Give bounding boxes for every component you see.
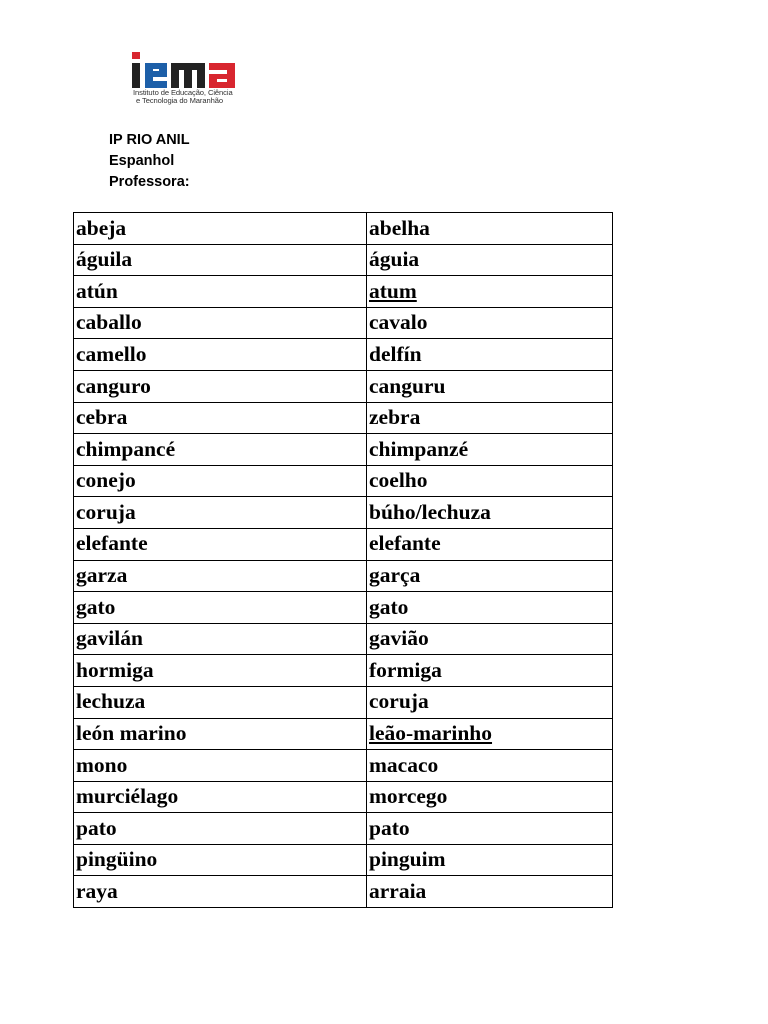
portuguese-word	[367, 213, 613, 245]
portuguese-word	[367, 528, 613, 560]
portuguese-word-text: leão-marinho	[369, 721, 493, 746]
spanish-word: elefante	[74, 528, 367, 560]
portuguese-word	[367, 339, 613, 371]
school-name: IP RIO ANIL	[109, 132, 190, 148]
portuguese-word	[367, 750, 613, 782]
portuguese-word	[367, 813, 613, 845]
table-row	[74, 339, 613, 371]
portuguese-word-text: abelha	[369, 215, 430, 240]
spanish-word: gavilán	[74, 623, 367, 655]
table-row	[74, 750, 613, 782]
portuguese-word-text: águia	[369, 247, 420, 272]
table-row	[74, 465, 613, 497]
subject-name: Espanhol	[109, 153, 175, 169]
portuguese-word	[367, 718, 613, 750]
spanish-word: gato	[74, 592, 367, 624]
spanish-word: garza	[74, 560, 367, 592]
spanish-word: águila	[74, 244, 367, 276]
table-row	[74, 686, 613, 718]
table-row	[74, 276, 613, 308]
portuguese-word	[367, 465, 613, 497]
table-row	[74, 592, 613, 624]
spanish-word: raya	[74, 876, 367, 908]
portuguese-word	[367, 844, 613, 876]
vocabulary-table-body	[74, 213, 613, 908]
portuguese-word-text: morcego	[369, 784, 448, 809]
portuguese-word-text: pato	[369, 815, 410, 840]
table-row	[74, 813, 613, 845]
vocabulary-table	[73, 212, 613, 908]
portuguese-word	[367, 560, 613, 592]
table-row	[74, 307, 613, 339]
logo-subtitle-line1: Instituto de Educação, Ciência	[133, 88, 233, 97]
spanish-word: hormiga	[74, 655, 367, 687]
spanish-word: canguro	[74, 370, 367, 402]
portuguese-word-text: garça	[369, 563, 421, 588]
portuguese-word-text: coelho	[369, 468, 428, 493]
portuguese-word	[367, 434, 613, 466]
table-row	[74, 655, 613, 687]
portuguese-word-text: zebra	[369, 405, 421, 430]
portuguese-word-text: macaco	[369, 752, 439, 777]
spanish-word: conejo	[74, 465, 367, 497]
logo-i-dot	[132, 52, 140, 59]
spanish-word: mono	[74, 750, 367, 782]
spanish-word: caballo	[74, 307, 367, 339]
portuguese-word-text: pinguim	[369, 847, 446, 872]
portuguese-word	[367, 370, 613, 402]
spanish-word: león marino	[74, 718, 367, 750]
spanish-word: chimpancé	[74, 434, 367, 466]
portuguese-word-text: gato	[369, 594, 409, 619]
spanish-word: atún	[74, 276, 367, 308]
table-row	[74, 560, 613, 592]
table-row	[74, 244, 613, 276]
portuguese-word-text: arraia	[369, 879, 427, 904]
table-row	[74, 213, 613, 245]
portuguese-word	[367, 402, 613, 434]
spanish-word: lechuza	[74, 686, 367, 718]
logo-subtitle-line2: e Tecnologia do Maranhão	[136, 95, 223, 105]
portuguese-word	[367, 497, 613, 529]
spanish-word: coruja	[74, 497, 367, 529]
portuguese-word-text: canguru	[369, 373, 446, 398]
portuguese-word	[367, 623, 613, 655]
portuguese-word-text: elefante	[369, 531, 441, 556]
iema-logo-subtitle	[133, 89, 245, 104]
spanish-word: pato	[74, 813, 367, 845]
spanish-word: pingüino	[74, 844, 367, 876]
table-row	[74, 623, 613, 655]
table-row	[74, 497, 613, 529]
table-row	[74, 434, 613, 466]
portuguese-word	[367, 876, 613, 908]
portuguese-word	[367, 592, 613, 624]
logo-m	[171, 63, 205, 88]
table-row	[74, 718, 613, 750]
teacher-label: Professora:	[109, 174, 190, 190]
document-header	[109, 130, 190, 193]
portuguese-word-text: formiga	[369, 657, 442, 682]
spanish-word: cebra	[74, 402, 367, 434]
portuguese-word-text: gavião	[369, 626, 429, 651]
portuguese-word	[367, 307, 613, 339]
iema-logo-mark	[131, 50, 241, 90]
logo-i-stem	[132, 63, 140, 88]
portuguese-word	[367, 686, 613, 718]
table-row	[74, 370, 613, 402]
portuguese-word-text: atum	[369, 278, 417, 303]
portuguese-word	[367, 655, 613, 687]
table-row	[74, 876, 613, 908]
spanish-word: abeja	[74, 213, 367, 245]
table-row	[74, 781, 613, 813]
portuguese-word-text: cavalo	[369, 310, 428, 335]
logo-e	[145, 63, 167, 88]
spanish-word: murciélago	[74, 781, 367, 813]
table-row	[74, 528, 613, 560]
portuguese-word-text: delfín	[369, 341, 422, 366]
table-row	[74, 402, 613, 434]
portuguese-word	[367, 276, 613, 308]
spanish-word: camello	[74, 339, 367, 371]
portuguese-word-text: coruja	[369, 689, 429, 714]
portuguese-word-text: chimpanzé	[369, 436, 469, 461]
portuguese-word	[367, 781, 613, 813]
logo-a	[209, 63, 235, 88]
table-row	[74, 844, 613, 876]
iema-logo	[131, 50, 243, 110]
portuguese-word-text: búho/lechuza	[369, 499, 491, 524]
portuguese-word	[367, 244, 613, 276]
